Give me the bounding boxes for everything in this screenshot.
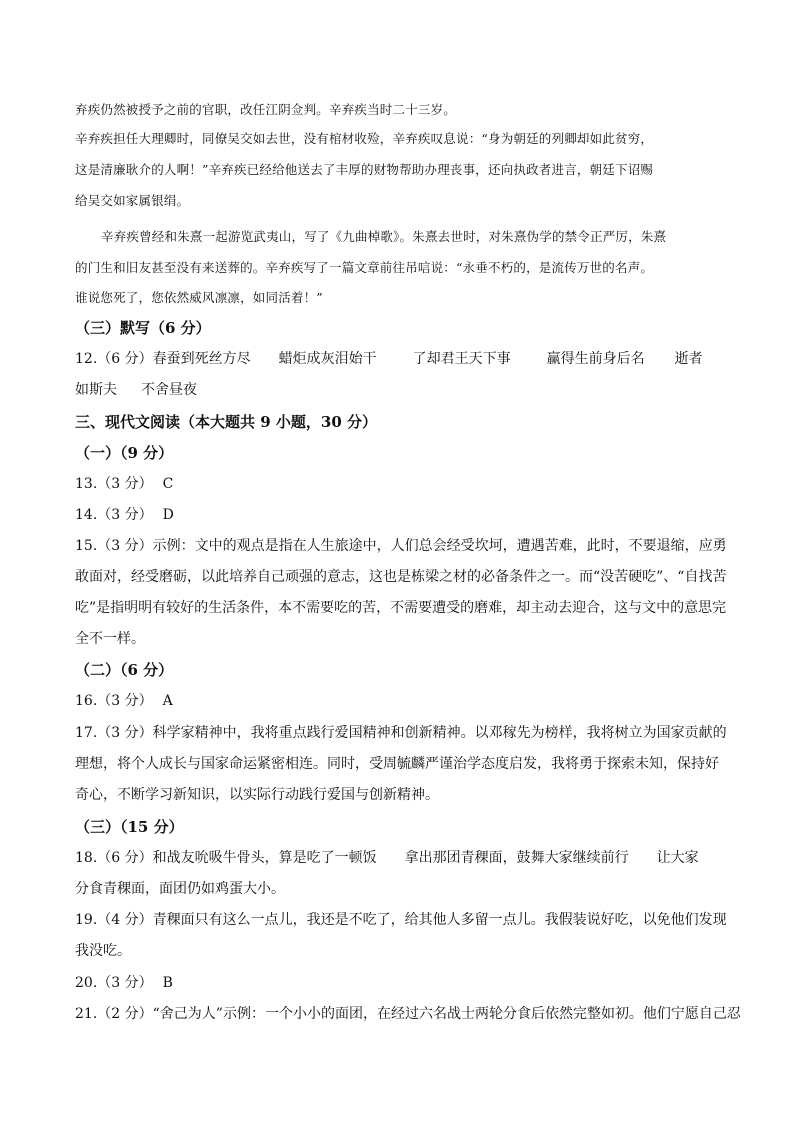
- q12-answer-4: 赢得生前身后名: [546, 351, 645, 367]
- q19-answer-1: 青稞面只有这么一点儿，我还是不吃了，给其他人多留一点儿。我假装说好吃，以免他们发现: [152, 912, 727, 928]
- q19-line-1: [75, 913, 727, 927]
- q20-number: 20.（3 分）: [75, 975, 153, 991]
- q15-number: 15.（3 分）: [75, 538, 153, 554]
- translation-line-2: 辛弃疾担任大理卿时，同僚吴交如去世，没有棺材收殓，辛弃疾叹息说：“身为朝廷的列卿却如此贫穷，: [75, 131, 654, 146]
- section-3-heading: 三、现代文阅读（本大题共 9 小题，30 分）: [75, 413, 377, 431]
- q12-answer-6: 如斯夫: [75, 382, 117, 398]
- q16-answer: A: [162, 693, 173, 709]
- q19-number: 19.（4 分）: [75, 912, 153, 928]
- q20-line: [75, 976, 173, 990]
- q12-number: 12.（6 分）: [75, 351, 153, 367]
- q15-line-4: 全不一样。: [75, 631, 145, 647]
- translation-line-7: 谁说您死了，您依然威风凛凛，如同活着！”: [75, 290, 323, 305]
- q19-line-2: 我没吃。: [75, 943, 131, 959]
- q17-answer-1: 科学家精神中，我将重点践行爱国精神和创新精神。以邓稼先为榜样，我将树立为国家贡献的: [152, 725, 727, 741]
- q12-answer-1: 春蚕到死丝方尽: [152, 351, 251, 367]
- q17-number: 17.（3 分）: [75, 725, 153, 741]
- q21-number: 21.（2 分）: [75, 1006, 153, 1022]
- q12-line-2: [75, 383, 197, 397]
- q12-line-1: [75, 352, 703, 366]
- part-1-heading: （一）（9 分）: [75, 444, 174, 462]
- q18-answer-3: 让大家: [656, 850, 699, 866]
- q14-number: 14.（3 分）: [75, 507, 153, 523]
- q17-line-2: 理想，将个人成长与国家命运紧密相连。同时，受周毓麟严谨治学态度启发，我将勇于探索未知，保持好: [75, 756, 719, 772]
- part-2-heading: （二）（6 分）: [75, 661, 174, 679]
- q13-answer: C: [162, 476, 174, 492]
- q16-number: 16.（3 分）: [75, 693, 153, 709]
- q13-number: 13.（3 分）: [75, 476, 153, 492]
- q20-answer: B: [162, 975, 173, 991]
- q18-answer-1: 和战友吮吸牛骨头，算是吃了一顿饭: [152, 850, 377, 866]
- q18-line-1: [75, 851, 699, 865]
- q15-line-3: 吃”是指明明有较好的生活条件，本不需要吃的苦，不需要遭受的磨难，却主动去迎合，这与文中的意思完: [75, 600, 727, 616]
- q17-line-3: 奇心，不断学习新知识，以实际行动践行爱国与创新精神。: [75, 787, 439, 803]
- q18-answer-2: 拿出那团青稞面，鼓舞大家继续前行: [404, 850, 629, 866]
- q15-line-1: [75, 539, 727, 553]
- part-3-heading: （三）（15 分）: [75, 818, 184, 836]
- q18-line-2: 分食青稞面，面团仍如鸡蛋大小。: [75, 881, 285, 897]
- q12-answer-7: 不舍昼夜: [141, 382, 197, 398]
- q17-line-1: [75, 726, 727, 740]
- translation-line-5: 辛弃疾曾经和朱熹一起游览武夷山，写了《九曲棹歌》。朱熹去世时，对朱熹伪学的禁令正严厉，朱熹: [101, 229, 667, 244]
- translation-line-4: 给吴交如家属银绢。: [75, 193, 190, 208]
- q12-answer-2: 蜡炬成灰泪始干: [278, 351, 377, 367]
- q15-answer-1: 示例：文中的观点是指在人生旅途中，人们总会经受坎坷，遭遇苦难，此时，不要退缩，应勇: [152, 538, 727, 554]
- q16-line: [75, 694, 173, 708]
- translation-line-3: 这是清廉耿介的人啊！”辛弃疾已经给他送去了丰厚的财物帮助办理丧事，还向执政者进言，朝廷下诏赐: [75, 162, 654, 177]
- q14-line: [75, 508, 174, 522]
- q12-answer-5: 逝者: [674, 351, 703, 367]
- q14-answer: D: [162, 507, 174, 523]
- q18-number: 18.（6 分）: [75, 850, 153, 866]
- dictation-heading: （三）默写（6 分）: [75, 319, 211, 337]
- translation-line-6: 的门生和旧友甚至没有来送葬的。辛弃疾写了一篇文章前往吊唁说：“永垂不朽的，是流传万世的名声。: [75, 260, 654, 275]
- translation-line-1: 弃疾仍然被授予之前的官职，改任江阴佥判。辛弃疾当时二十三岁。: [75, 102, 457, 117]
- q13-line: [75, 477, 173, 491]
- q21-answer-1: “舍己为人”示例：一个小小的面团，在经过六名战士两轮分食后依然完整如初。他们宁愿自己忍: [152, 1006, 741, 1022]
- q15-line-2: 敢面对，经受磨砺，以此培养自己顽强的意志，这也是栋梁之材的必备条件之一。而“没苦硬吃”、“自找苦: [75, 569, 727, 585]
- q12-answer-3: 了却君王天下事: [412, 351, 511, 367]
- q21-line-1: [75, 1007, 741, 1021]
